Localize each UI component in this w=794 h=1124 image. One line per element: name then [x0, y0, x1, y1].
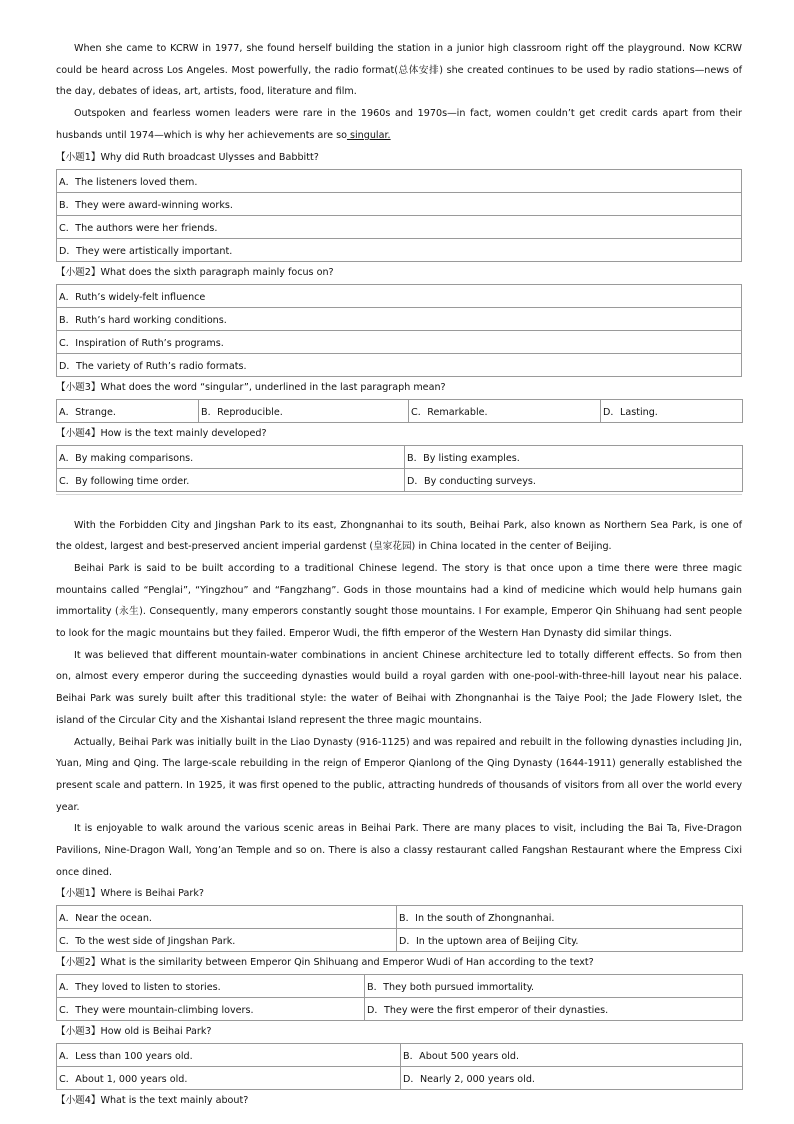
last-paragraph-text: Outspoken and fearless women leaders were rare in the 1960s and 1970s—in fact, women couldn’t get credit cards apart from their husbands until 1974—which is why her achievements are so — [56, 108, 742, 141]
option-c[interactable]: C．About 1, 000 years old. — [57, 1067, 401, 1090]
question-stem: 【小题4】How is the text mainly developed? — [56, 427, 267, 439]
option-b[interactable]: B．Ruth’s hard working conditions. — [57, 307, 742, 330]
option-c[interactable]: C．To the west side of Jingshan Park. — [57, 929, 397, 952]
option-a[interactable]: A．They loved to listen to stories. — [57, 975, 365, 998]
option-a[interactable]: A．Ruth’s widely-felt influence — [57, 284, 742, 307]
option-b[interactable]: B．In the south of Zhongnanhai. — [397, 906, 743, 929]
option-c[interactable]: C．They were mountain-climbing lovers. — [57, 998, 365, 1021]
option-b[interactable]: B．They were award-winning works. — [57, 192, 742, 215]
passage2-paragraph: With the Forbidden City and Jingshan Park to its east, Zhongnanhai to its south, Beihai Park, also known as Northern Sea Park, is one of the oldest, largest and best-preserved ancient imperial gardenst (皇家花园) in China located in the center of Beijing. — [56, 519, 742, 553]
option-a[interactable]: A．Less than 100 years old. — [57, 1044, 401, 1067]
option-b[interactable]: B．About 500 years old. — [401, 1044, 743, 1067]
passage2-paragraph: It is enjoyable to walk around the various scenic areas in Beihai Park. There are many places to visit, including the Bai Ta, Five-Dragon Pavilions, Nine-Dragon Wall, Yong’an Temple and so on. There is also a classy restaurant called Fangshan Restaurant where the Empress Cixi once dined. — [56, 823, 742, 878]
options-table-vertical — [56, 169, 742, 262]
options-table-grid — [56, 445, 743, 492]
question-stem: 【小题1】Why did Ruth broadcast Ulysses and Babbitt? — [56, 151, 319, 163]
options-table-row — [56, 399, 743, 423]
question-stem: 【小题1】Where is Beihai Park? — [56, 888, 204, 900]
question-stem: 【小题3】How old is Beihai Park? — [56, 1026, 212, 1038]
option-a[interactable]: A．The listeners loved them. — [57, 169, 742, 192]
option-b[interactable]: B．Reproducible. — [199, 399, 409, 422]
passage2-paragraph: Actually, Beihai Park was initially built in the Liao Dynasty (916-1125) and was repaired and rebuilt in the following dynasties including Jin, Yuan, Ming and Qing. The large-scale rebuilding in the reign of Emperor Qianlong of the Qing Dynasty (1644-1911) generally established the present scale and pattern. In 1925, it was first opened to the public, attracting hundreds of thousands of visitors from all over the world every year. — [56, 736, 742, 813]
options-table-grid — [56, 974, 743, 1021]
option-d[interactable]: D．They were artistically important. — [57, 238, 742, 261]
option-b[interactable]: B．By listing examples. — [405, 445, 743, 468]
passage2-paragraph: It was believed that different mountain-water combinations in ancient Chinese architecture led to totally different effects. So from then on, almost every emperor during the succeeding dynasties would build a royal garden with one-pool-with-three-hill layout near his palace. Beihai Park was surely built after this traditional style: the water of Beihai with Zhongnanhai is the Taiye Pool; the Jade Flowery Islet, the island of the Circular City and the Xishantai Island represent the three magic mountains. — [56, 649, 742, 726]
option-d[interactable]: D．By conducting surveys. — [405, 468, 743, 491]
question-stem: 【小题4】What is the text mainly about? — [56, 1095, 249, 1107]
option-a[interactable]: A．Near the ocean. — [57, 906, 397, 929]
question-stem: 【小题3】What does the word “singular”, underlined in the last paragraph mean? — [56, 381, 446, 393]
option-c[interactable]: C．Remarkable. — [409, 399, 601, 422]
option-d[interactable]: D．Lasting. — [601, 399, 743, 422]
option-d[interactable]: D．The variety of Ruth’s radio formats. — [57, 353, 742, 376]
passage2-paragraph: Beihai Park is said to be built according to a traditional Chinese legend. The story is that once upon a time there were three magic mountains called “Penglai”, “Yingzhou” and “Fangzhang”. Gods in those mountains had a kind of medicine which would help humans gain immortality (永生). Consequently, many emperors constantly sought those mountains. I For example, Emperor Qin Shihuang had sent people to look for the magic mountains but they failed. Emperor Wudi, the fifth emperor of the Western Han Dynasty did similar things. — [56, 562, 742, 640]
options-table-vertical — [56, 284, 742, 377]
option-d[interactable]: D．They were the first emperor of their dynasties. — [365, 998, 743, 1021]
option-c[interactable]: C．Inspiration of Ruth’s programs. — [57, 330, 742, 353]
question-stem: 【小题2】What is the similarity between Emperor Qin Shihuang and Emperor Wudi of Han according to the text? — [56, 957, 594, 969]
option-d[interactable]: D．Nearly 2, 000 years old. — [401, 1067, 743, 1090]
question-stem: 【小题2】What does the sixth paragraph mainly focus on? — [56, 266, 334, 278]
option-c[interactable]: C．By following time order. — [57, 468, 405, 491]
option-a[interactable]: A．Strange. — [57, 399, 199, 422]
option-a[interactable]: A．By making comparisons. — [57, 445, 405, 468]
passage1-paragraph: When she came to KCRW in 1977, she found herself building the station in a junior high classroom right off the playground. Now KCRW could be heard across Los Angeles. Most powerfully, the radio format(总体安排) she created continues to be used by radio stations—news of the day, debates of ideas, art, artists, food, literature and film. — [56, 43, 742, 98]
option-d[interactable]: D．In the uptown area of Beijing City. — [397, 929, 743, 952]
section-divider — [56, 494, 742, 515]
underlined-word-singular: singular. — [346, 129, 391, 141]
worksheet-page — [56, 38, 742, 1112]
options-table-grid — [56, 1043, 743, 1090]
option-c[interactable]: C．The authors were her friends. — [57, 215, 742, 238]
passage1-last-paragraph — [56, 103, 742, 146]
options-table-grid — [56, 905, 743, 952]
option-b[interactable]: B．They both pursued immortality. — [365, 975, 743, 998]
